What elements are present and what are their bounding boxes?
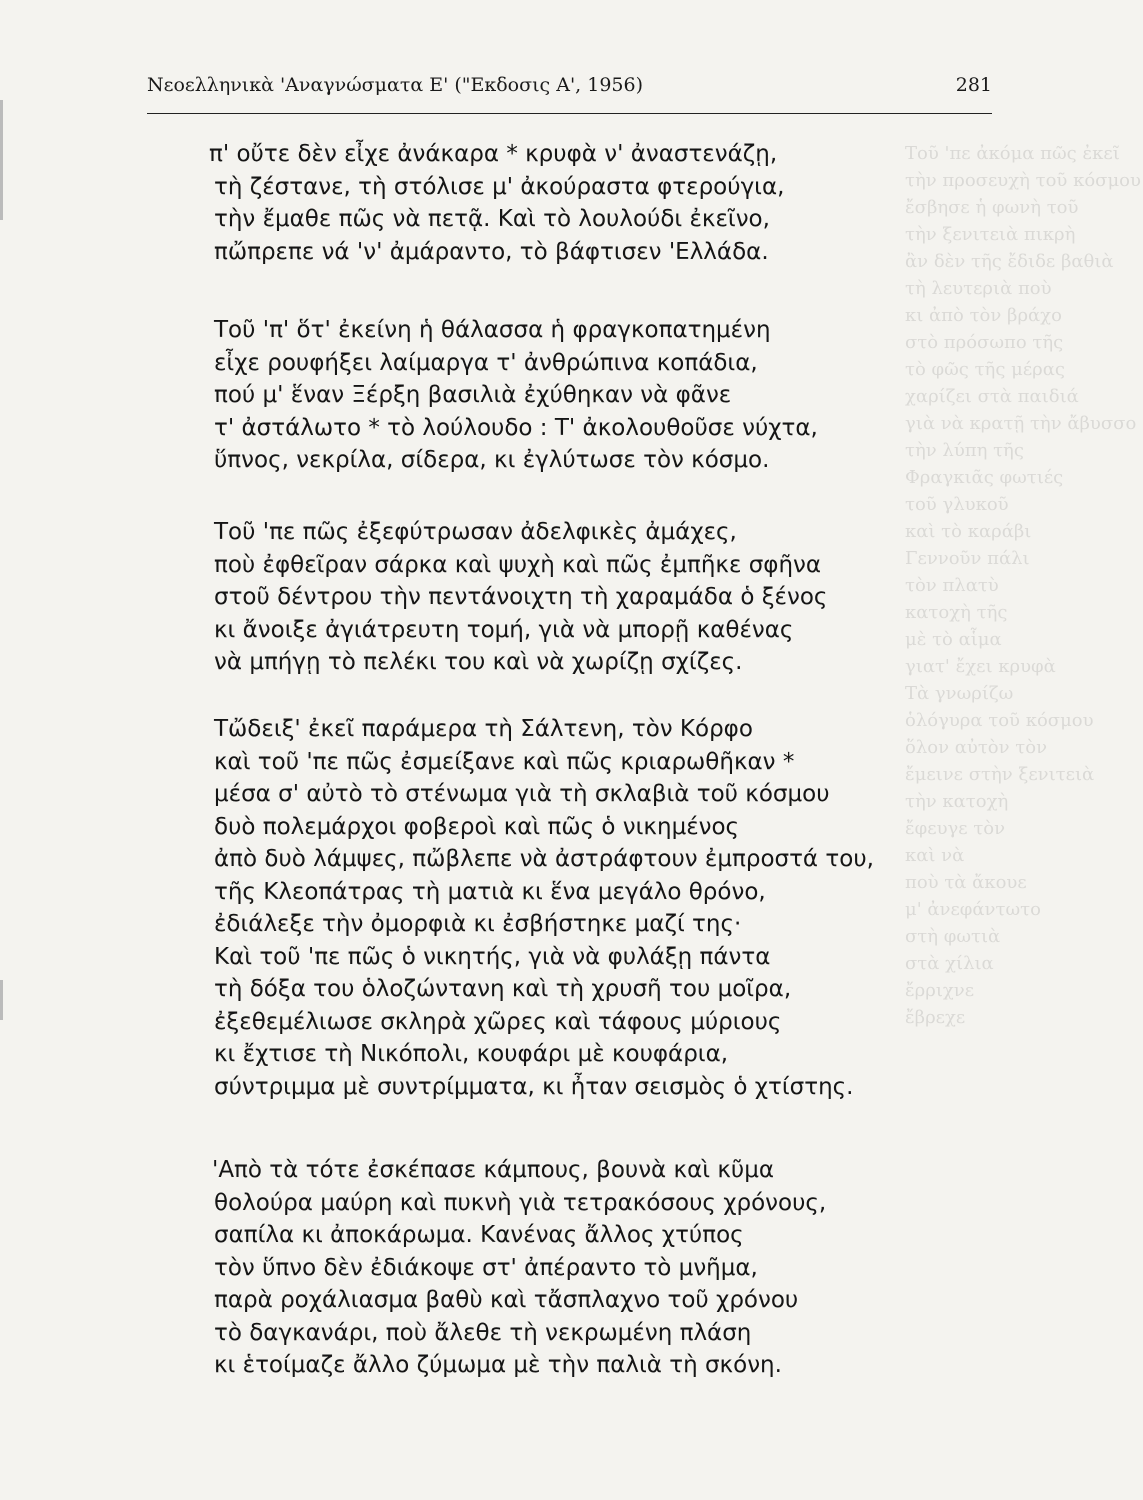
poem-line: τὸ δαγκανάρι, ποὺ ἄλεθε τὴ νεκρωμένη πλάση	[214, 1319, 752, 1346]
poem-line: τὸν ὕπνο δὲν ἐδιάκοψε στ' ἀπέραντο τὸ μνῆμα,	[214, 1254, 758, 1281]
poem-line: θολούρα μαύρη καὶ πυκνὴ γιὰ τετρακόσους χρόνους,	[214, 1189, 827, 1216]
bleed-through-text: Τοῦ 'πε ἀκόμα πῶς ἐκεῖ τὴν προσευχὴ τοῦ κόσμου ἔσβησε ἡ φωνὴ τοῦ τὴν ξενιτειὰ πικρὴ ἂν δὲν τῆς ἔδιδε βαθιὰ τὴ λευτεριὰ ποὺ κι ἀπὸ τὸν βράχο στὸ πρόσωπο τῆς τὸ φῶς τῆς μέρας χαρίζει στὰ παιδιά γιὰ νὰ κρατῇ τὴν ἄβυσσο τὴν λύπη τῆς Φραγκιᾶς φωτιές τοῦ γλυκοῦ καὶ τὸ καράβι Γεννοῦν πάλι τὸν πλατὺ κατοχὴ τῆς μὲ τὸ αἷμα γιατ' ἔχει κρυφὰ Τὰ γνωρίζω ὁλόγυρα τοῦ κόσμου ὅλον αὐτὸν τὸν ἔμεινε στὴν ξενιτειὰ τὴν κατοχὴ ἔφευγε τὸν καὶ νὰ ποὺ τὰ ἄκουε μ' ἀνεφάντωτο στὴ φωτιὰ στὰ χίλια ἔρριχνε ἔβρεχε	[905, 143, 1141, 1028]
poem-line: κι ἑτοίμαζε ἄλλο ζύμωμα μὲ τὴν παλιὰ τὴ σκόνη.	[214, 1352, 782, 1378]
poem-line: π' οὔτε δὲν εἶχε ἀνάκαρα * κρυφὰ ν' ἀναστενάζῃ,	[209, 141, 778, 167]
poem-line: Τοῦ 'π' ὅτ' ἐκείνη ἡ θάλασσα ἡ φραγκοπατημένη	[214, 317, 771, 343]
poem-line: σαπίλα κι ἀποκάρωμα. Κανένας ἄλλος χτύπος	[214, 1222, 744, 1248]
book-title: Νεοελληνικὰ 'Αναγνώσματα Ε' ("Εκδοσις Α', 1956)	[147, 74, 644, 96]
poem-line: ἐδιάλεξε τὴν ὀμορφιὰ κι ἐσβήστηκε μαζί της·	[214, 911, 742, 937]
header-rule	[147, 113, 992, 114]
poem-line: πὤπρεπε νά 'ν' ἀμάραντο, τὸ βάφτισεν 'Ελλάδα.	[214, 238, 769, 265]
poem-line: ὕπνος, νεκρίλα, σίδερα, κι ἐγλύτωσε τὸν κόσμο.	[214, 447, 770, 473]
poem-line: νὰ μπήγῃ τὸ πελέκι του καὶ νὰ χωρίζῃ σχίζες.	[214, 649, 743, 675]
poem-line: ἀπὸ δυὸ λάμψες, πὤβλεπε νὰ ἀστράφτουν ἐμπροστά του,	[214, 846, 874, 872]
poem-line: τ' ἀστάλωτο * τὸ λούλουδο : Τ' ἀκολουθοῦσε νύχτα,	[214, 414, 818, 441]
page-edge-shadow	[0, 100, 3, 220]
poem-line: κι ἔχτισε τὴ Νικόπολι, κουφάρι μὲ κουφάρια,	[214, 1041, 729, 1067]
poem-line: εἶχε ρουφήξει λαίμαργα τ' ἀνθρώπινα κοπάδια,	[214, 349, 758, 376]
poem-line: στοῦ δέντρου τὴν πεντάνοιχτη τὴ χαραμάδα ὁ ξένος	[214, 584, 828, 610]
poem-line: 'Απὸ τὰ τότε ἐσκέπασε κάμπους, βουνὰ καὶ κῦμα	[212, 1157, 774, 1183]
poem-line: καὶ τοῦ 'πε πῶς ἐσμείξανε καὶ πῶς κριαρωθῆκαν *	[214, 748, 795, 775]
poem-line: τῆς Κλεοπάτρας τὴ ματιὰ κι ἕνα μεγάλο θρόνο,	[214, 878, 766, 905]
poem-line: τὴ δόξα του ὁλοζώντανη καὶ τὴ χρυσῆ του μοῖρα,	[214, 976, 792, 1002]
poem-line: κι ἄνοιξε ἀγιάτρευτη τομή, γιὰ νὰ μπορῇ καθένας	[214, 616, 794, 643]
poem-line: δυὸ πολεμάρχοι φοβεροὶ καὶ πῶς ὁ νικημένος	[214, 813, 740, 840]
page-number: 281	[955, 74, 992, 96]
poem-line: ποὺ ἐφθεῖραν σάρκα καὶ ψυχὴ καὶ πῶς ἐμπῆκε σφῆνα	[214, 551, 822, 578]
poem-line: τὴ ζέστανε, τὴ στόλισε μ' ἀκούραστα φτερούγια,	[214, 173, 785, 200]
poem-line: σύντριμμα μὲ συντρίμματα, κι ἦταν σεισμὸς ὁ χτίστης.	[214, 1073, 854, 1100]
page-edge-shadow	[0, 980, 3, 1020]
running-header	[147, 74, 992, 96]
poem-line: ἐξεθεμέλιωσε σκληρὰ χῶρες καὶ τάφους μύριους	[214, 1008, 782, 1035]
poem-line: Τὤδειξ' ἐκεῖ παράμερα τὴ Σάλτενη, τὸν Κόρφο	[214, 716, 753, 742]
poem-line: μέσα σ' αὐτὸ τὸ στένωμα γιὰ τὴ σκλαβιὰ τοῦ κόσμου	[214, 781, 830, 807]
poem-line: Τοῦ 'πε πῶς ἐξεφύτρωσαν ἀδελφικὲς ἀμάχες,	[214, 519, 737, 545]
poem-line: παρὰ ροχάλιασμα βαθὺ καὶ τἄσπλαχνο τοῦ χρόνου	[214, 1287, 799, 1313]
poem-line: πού μ' ἕναν Ξέρξη βασιλιὰ ἐχύθηκαν νὰ φᾶνε	[214, 382, 732, 408]
poem-line: τὴν ἔμαθε πῶς νὰ πετᾷ. Καὶ τὸ λουλούδι ἐκεῖνο,	[214, 206, 770, 232]
poem-line: Καὶ τοῦ 'πε πῶς ὁ νικητής, γιὰ νὰ φυλάξῃ πάντα	[214, 943, 771, 970]
